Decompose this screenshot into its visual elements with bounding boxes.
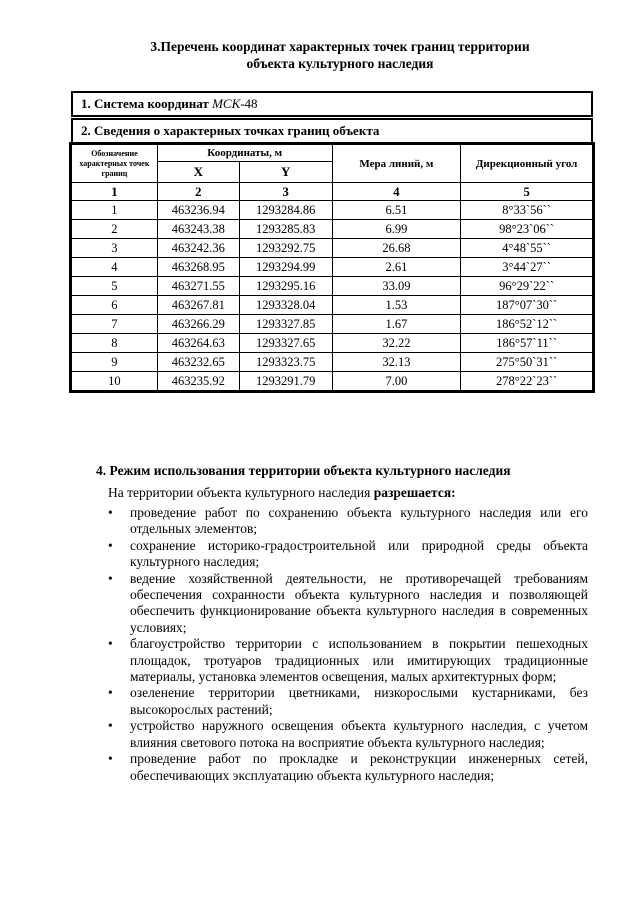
point-number-cell: 2 [72,220,158,239]
y-coord-cell: 1293295.16 [239,277,332,296]
header-angle: Дирекционный угол [461,145,593,183]
angle-cell: 4°48`55`` [461,239,593,258]
x-coord-cell: 463235.92 [157,372,239,391]
title-line-2: объекта культурного наследия [246,56,434,71]
point-number-cell: 9 [72,353,158,372]
title-line-1: 3.Перечень координат характерных точек границ территории [150,39,530,54]
list-item-text: ведение хозяйственной деятельности, не противоречащей требованиям обеспечения сохранности объекта культурного наследия и позволяющей обеспечить функционирование объекта культурного наследия в современных условиях; [130,570,588,635]
angle-cell: 186°57`11`` [461,334,593,353]
bullet-icon: • [108,751,113,767]
length-cell: 6.99 [332,220,461,239]
header-y: Y [239,162,332,183]
point-number-cell: 3 [72,239,158,258]
y-coord-cell: 1293292.75 [239,239,332,258]
y-coord-cell: 1293327.85 [239,315,332,334]
bullet-icon: • [108,718,113,734]
table-body [72,201,593,391]
coord-system-row [71,91,593,117]
y-coord-cell: 1293323.75 [239,353,332,372]
table-row [72,315,593,334]
allowed-activities-list [108,505,588,784]
length-cell: 1.67 [332,315,461,334]
document-title [60,38,620,72]
coord-system-label: 1. Система координат [81,96,209,111]
angle-cell: 186°52`12`` [461,315,593,334]
column-number: 1 [72,183,158,201]
length-cell: 7.00 [332,372,461,391]
length-cell: 33.09 [332,277,461,296]
angle-cell: 98°23`06`` [461,220,593,239]
length-cell: 1.53 [332,296,461,315]
table-row [72,239,593,258]
intro-text: На территории объекта культурного наследия [108,485,374,500]
points-header-row [71,118,593,144]
list-item [108,538,588,571]
length-cell: 26.68 [332,239,461,258]
list-item-text: озеленение территории цветниками, низкорослыми кустарниками, без высокорослых растений; [130,685,588,717]
header-designation: Обозначение характерных точек границ [72,145,158,183]
y-coord-cell: 1293291.79 [239,372,332,391]
x-coord-cell: 463242.36 [157,239,239,258]
x-coord-cell: 463236.94 [157,201,239,220]
x-coord-cell: 463243.38 [157,220,239,239]
list-item-text: благоустройство территории с использованием в покрытии пешеходных площадок, тротуаров традиционных или имитирующих традиционные материалы, установка элементов освещения, малых архитектурных форм; [130,636,588,685]
list-item-text: сохранение историко-градостроительной или природной среды объекта культурного наследия; [130,537,588,570]
header-coords: Координаты, м [157,145,332,162]
list-item [108,505,588,538]
y-coord-cell: 1293284.86 [239,201,332,220]
table-row [72,296,593,315]
table-row [72,372,593,391]
angle-cell: 96°29`22`` [461,277,593,296]
list-item [108,718,588,751]
table-row [72,353,593,372]
x-coord-cell: 463264.63 [157,334,239,353]
intro-bold: разрешается: [373,485,456,500]
table-row [72,258,593,277]
angle-cell: 275°50`31`` [461,353,593,372]
table-row [72,334,593,353]
length-cell: 32.22 [332,334,461,353]
angle-cell: 3°44`27`` [461,258,593,277]
length-cell: 6.51 [332,201,461,220]
point-number-cell: 10 [72,372,158,391]
list-item-text: проведение работ по прокладке и реконструкции инженерных сетей, обеспечивающих эксплуатацию объекта культурного наследия; [130,751,588,783]
header-length: Мера линий, м [332,145,461,183]
column-number: 2 [157,183,239,201]
y-coord-cell: 1293294.99 [239,258,332,277]
point-number-cell: 7 [72,315,158,334]
y-coord-cell: 1293328.04 [239,296,332,315]
point-number-cell: 5 [72,277,158,296]
point-number-cell: 1 [72,201,158,220]
bullet-icon: • [108,570,113,586]
length-cell: 2.61 [332,258,461,277]
bullet-icon: • [108,636,113,652]
coord-system-value: МСК [212,96,241,111]
point-number-cell: 4 [72,258,158,277]
column-numbers-row [72,183,593,201]
y-coord-cell: 1293285.83 [239,220,332,239]
angle-cell: 187°07`30`` [461,296,593,315]
list-item [108,685,588,718]
length-cell: 32.13 [332,353,461,372]
point-number-cell: 6 [72,296,158,315]
section-4-intro [108,485,456,501]
point-number-cell: 8 [72,334,158,353]
list-item [108,636,588,685]
header-x: X [157,162,239,183]
table-row [72,201,593,220]
section-4-title: 4. Режим использования территории объекта культурного наследия [96,463,511,478]
angle-cell: 8°33`56`` [461,201,593,220]
table-row [72,277,593,296]
coordinates-table [71,144,593,391]
list-item-text: проведение работ по сохранению объекта культурного наследия или его отдельных элементов; [130,505,588,537]
list-item-text: устройство наружного освещения объекта культурного наследия, с учетом влияния светового потока на восприятие объекта культурного наследия; [130,718,588,750]
coord-system-suffix: -48 [240,96,258,111]
x-coord-cell: 463267.81 [157,296,239,315]
x-coord-cell: 463268.95 [157,258,239,277]
list-item [108,571,588,637]
points-header-label: 2. Сведения о характерных точках границ объекта [81,123,380,138]
x-coord-cell: 463271.55 [157,277,239,296]
table-row [72,220,593,239]
list-item [108,751,588,784]
bullet-icon: • [108,537,113,553]
angle-cell: 278°22`23`` [461,372,593,391]
column-number: 3 [239,183,332,201]
bullet-icon: • [108,685,113,701]
x-coord-cell: 463266.29 [157,315,239,334]
bullet-icon: • [108,505,113,520]
y-coord-cell: 1293327.65 [239,334,332,353]
column-number: 4 [332,183,461,201]
column-number: 5 [461,183,593,201]
x-coord-cell: 463232.65 [157,353,239,372]
